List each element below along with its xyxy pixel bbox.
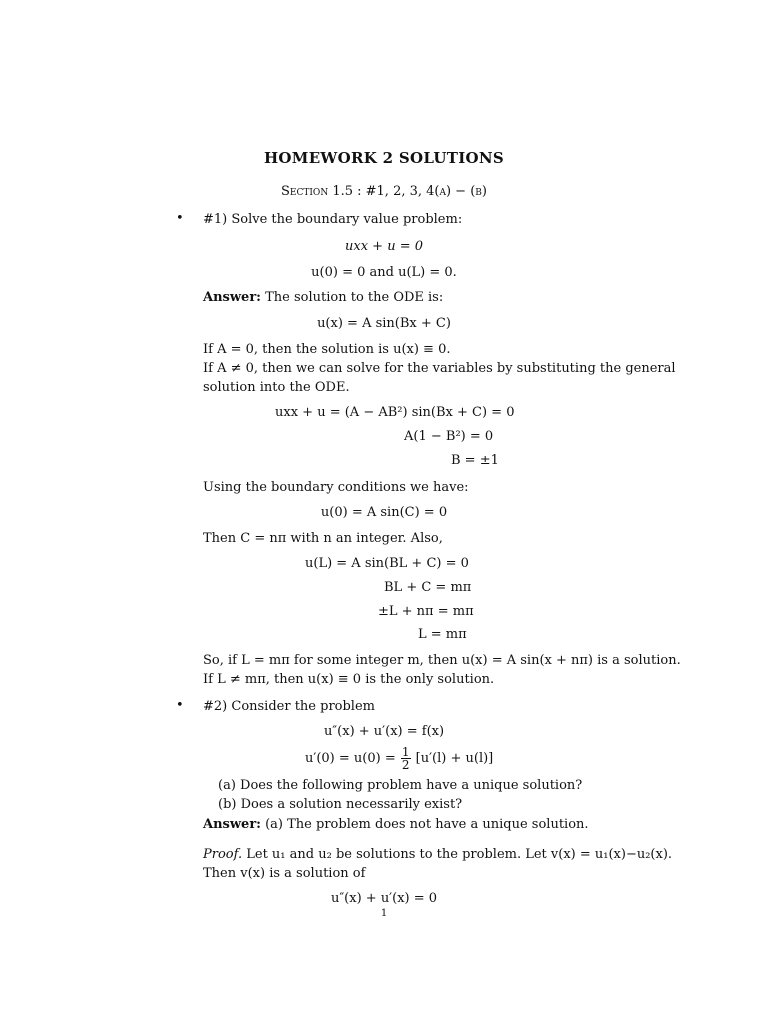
p1-equation-1: uxx + u = 0 <box>345 239 423 254</box>
p1-eq6-line-2: BL + C = mπ <box>384 580 472 595</box>
p1-eq6-line-4: L = mπ <box>418 627 467 642</box>
answer-text: (a) The problem does not have a unique solution. <box>265 817 589 832</box>
p1-eq6-line-3: ±L + nπ = mπ <box>378 604 474 619</box>
p2-answer <box>203 817 589 832</box>
p2-eq2-rhs: [u′(l) + u(l)] <box>415 751 494 766</box>
p1-line-2: If A ≠ 0, then we can solve for the variables by substituting the general <box>203 361 676 376</box>
section-subtitle: Section 1.5 : #1, 2, 3, 4(a) − (b) <box>281 184 487 199</box>
proof-line-1 <box>203 847 672 862</box>
p1-eq4-line-2: A(1 − B²) = 0 <box>404 429 494 444</box>
bullet-1: • <box>176 211 184 226</box>
p1-equation-3: u(x) = A sin(Bx + C) <box>317 316 451 331</box>
p1-line-7: If L ≠ mπ, then u(x) ≡ 0 is the only solution. <box>203 672 495 687</box>
problem-2-intro: #2) Consider the problem <box>203 699 375 714</box>
p2-equation-3: u″(x) + u′(x) = 0 <box>330 891 438 906</box>
answer-text: The solution to the ODE is: <box>265 290 444 305</box>
p2-equation-2 <box>305 746 493 771</box>
proof-text: Let u₁ and u₂ be solutions to the problem. Let v(x) = u₁(x)−u₂(x). <box>246 847 673 862</box>
proof-line-2: Then v(x) is a solution of <box>203 866 366 881</box>
p1-line-5: Then C = nπ with n an integer. Also, <box>203 531 443 546</box>
p1-equation-5: u(0) = A sin(C) = 0 <box>320 505 448 520</box>
page-title: HOMEWORK 2 SOLUTIONS <box>263 149 505 167</box>
one-half-fraction <box>401 746 411 771</box>
p1-line-6: So, if L = mπ for some integer m, then u(x) = A sin(x + nπ) is a solution. <box>203 653 681 668</box>
p1-eq4-line-1: uxx + u = (A − AB²) sin(Bx + C) = 0 <box>275 405 515 420</box>
fraction-numerator: 1 <box>401 745 410 759</box>
p2-eq2-lhs: u′(0) = u(0) = <box>305 751 396 766</box>
proof-label: Proof. <box>203 847 243 862</box>
p2-equation-1: u″(x) + u′(x) = f(x) <box>323 724 445 739</box>
page-number: 1 <box>380 908 388 919</box>
fraction-denominator: 2 <box>401 758 410 772</box>
p1-answer <box>203 290 443 305</box>
question-a: (a) Does the following problem have a unique solution? <box>218 778 583 793</box>
p1-eq4-line-3: B = ±1 <box>451 453 499 468</box>
bullet-2: • <box>176 698 184 713</box>
p1-line-1: If A = 0, then the solution is u(x) ≡ 0. <box>203 342 451 357</box>
p1-line-4: Using the boundary conditions we have: <box>203 480 469 495</box>
question-b: (b) Does a solution necessarily exist? <box>218 797 463 812</box>
p1-eq6-line-1: u(L) = A sin(BL + C) = 0 <box>305 556 469 571</box>
problem-1-intro: #1) Solve the boundary value problem: <box>203 212 463 227</box>
answer-label: Answer: <box>203 290 261 305</box>
answer-label: Answer: <box>203 817 261 832</box>
p1-line-3: solution into the ODE. <box>203 380 350 395</box>
p1-equation-2: u(0) = 0 and u(L) = 0. <box>311 265 457 280</box>
